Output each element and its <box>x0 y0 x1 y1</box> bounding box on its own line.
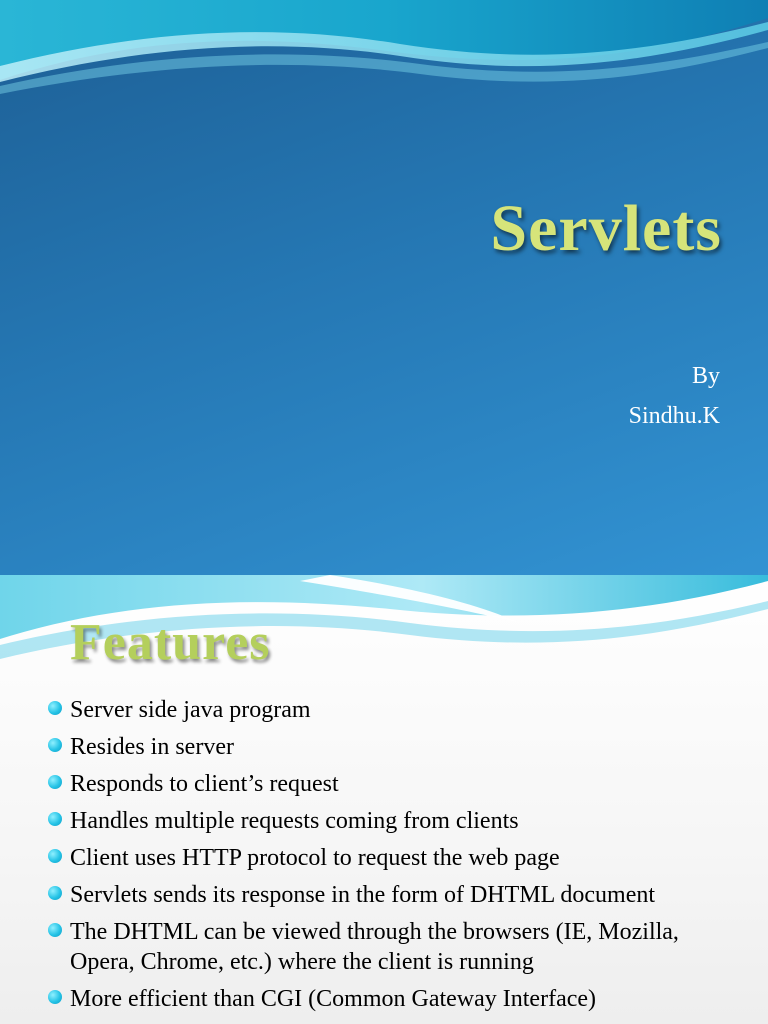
bullet-dot-icon <box>48 886 62 900</box>
features-bullet-list <box>46 695 746 1021</box>
header-wave-decoration <box>0 0 768 110</box>
author-name: Sindhu.K <box>628 403 720 429</box>
list-item: Handles multiple requests coming from clients <box>46 806 746 836</box>
features-slide <box>0 575 768 1024</box>
bullet-dot-icon <box>48 775 62 789</box>
list-item: The DHTML can be viewed through the browsers (IE, Mozilla, Opera, Chrome, etc.) where the client is running <box>46 917 746 977</box>
slide-title: Servlets <box>490 192 722 265</box>
list-item: Responds to client’s request <box>46 769 746 799</box>
byline-label: By <box>691 363 720 389</box>
list-item: More efficient than CGI (Common Gateway Interface) <box>46 984 746 1014</box>
bullet-dot-icon <box>48 738 62 752</box>
bullet-dot-icon <box>48 701 62 715</box>
bullet-dot-icon <box>48 849 62 863</box>
features-title: Features <box>70 614 271 671</box>
bullet-dot-icon <box>48 923 62 937</box>
list-item: Resides in server <box>46 732 746 762</box>
bullet-dot-icon <box>48 812 62 826</box>
list-item: Client uses HTTP protocol to request the web page <box>46 843 746 873</box>
bullet-dot-icon <box>48 990 62 1004</box>
list-item: Servlets sends its response in the form of DHTML document <box>46 880 746 910</box>
list-item: Server side java program <box>46 695 746 725</box>
